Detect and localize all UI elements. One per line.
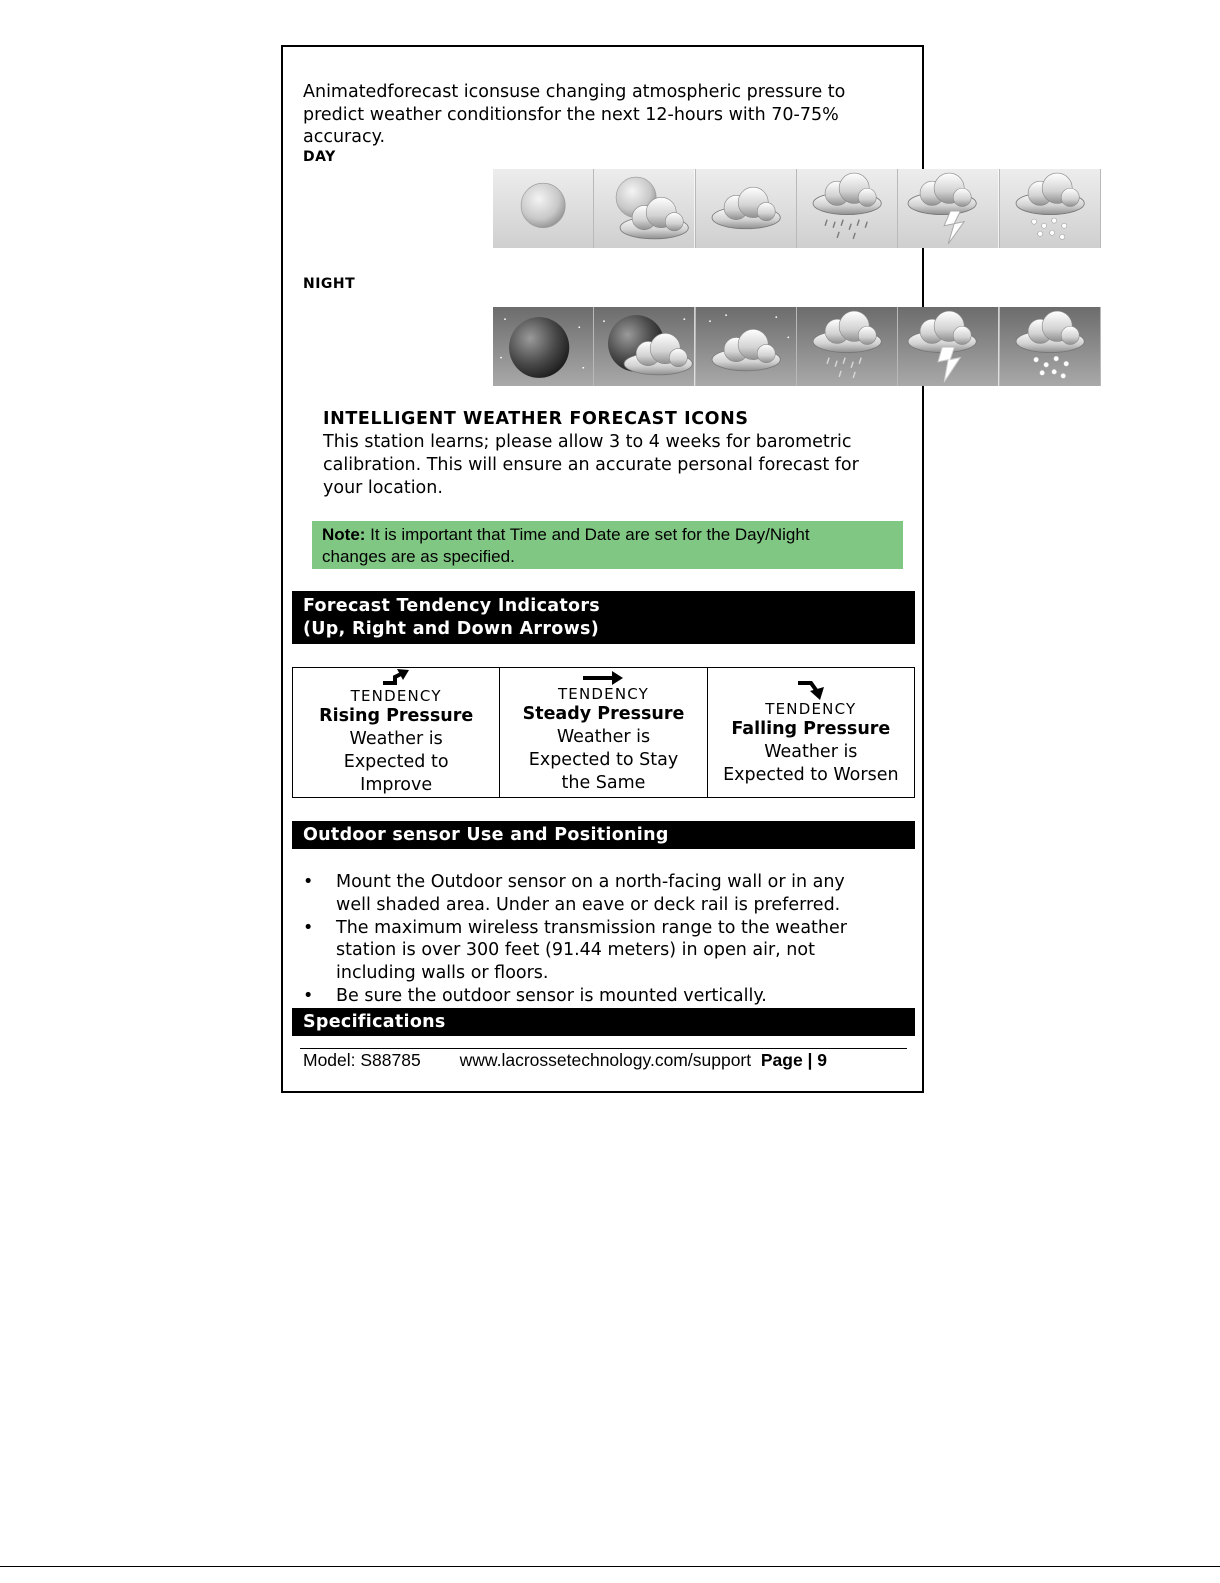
arrow-up-right-icon	[379, 668, 413, 688]
rain-icon	[797, 169, 898, 248]
footer-divider	[300, 1048, 907, 1049]
tendency-table	[292, 667, 915, 798]
list-item: • Be sure the outdoor sensor is mounted vertically.	[303, 985, 767, 1006]
partly-sunny-icon	[594, 169, 695, 248]
list-item: • Mount the Outdoor sensor on a north-facing wall or in any well shaded area. Under an eave or deck rail is preferred.	[303, 872, 845, 915]
ifc-title: INTELLIGENT WEATHER FORECAST ICONS	[323, 409, 749, 429]
intelligent-forecast-section: INTELLIGENT WEATHER FORECAST ICONS This station learns; please allow 3 to 4 weeks for barometric calibration. This will ensure an accurate personal forecast for your location.	[323, 408, 908, 500]
bottom-rule	[0, 1566, 1220, 1567]
note-box: Note: It is important that Time and Date are set for the Day/Night changes are as specified.	[312, 521, 903, 569]
tendency-header: Forecast Tendency Indicators (Up, Right and Down Arrows)	[292, 591, 915, 644]
clear-night-icon	[493, 307, 594, 386]
day-icon-strip	[493, 169, 1101, 248]
day-label: DAY	[303, 149, 336, 165]
thunderstorm-night-icon	[898, 307, 999, 386]
list-item: • The maximum wireless transmission range to the weather station is over 300 feet (91.44 meters) in open air, not including walls or floors.	[303, 917, 847, 984]
page-footer	[303, 1050, 827, 1071]
note-label: Note:	[322, 525, 366, 544]
intro-paragraph: Animatedforecast iconsuse changing atmospheric pressure to predict weather conditionsfor the next 12-hours with 70-75% accuracy.	[303, 82, 846, 147]
snow-night-icon	[1000, 307, 1101, 386]
arrow-right-icon	[582, 670, 624, 686]
outdoor-sensor-header: Outdoor sensor Use and Positioning	[292, 821, 915, 849]
night-label: NIGHT	[303, 276, 356, 292]
cloudy-icon	[696, 169, 797, 248]
cloudy-night-icon	[696, 307, 797, 386]
tendency-steady: TENDENCY Steady Pressure Weather is Expected to Stay the Same	[500, 668, 707, 797]
partly-cloudy-night-icon	[594, 307, 695, 386]
support-url[interactable]: www.lacrossetechnology.com/support	[459, 1050, 752, 1070]
thunderstorm-icon	[898, 169, 999, 248]
tendency-falling: TENDENCY Falling Pressure Weather is Expected to Worsen	[708, 668, 914, 797]
page-number: Page | 9	[760, 1050, 828, 1070]
model-number: Model: S88785	[303, 1050, 421, 1070]
outdoor-sensor-bullets	[303, 871, 903, 1008]
tendency-rising: TENDENCY Rising Pressure Weather is Expected to Improve	[293, 668, 500, 797]
sunny-icon	[493, 169, 594, 248]
arrow-down-right-icon	[794, 679, 828, 701]
snow-icon	[1000, 169, 1101, 248]
specifications-header: Specifications	[292, 1008, 915, 1036]
night-icon-strip	[493, 307, 1101, 386]
rain-night-icon	[797, 307, 898, 386]
